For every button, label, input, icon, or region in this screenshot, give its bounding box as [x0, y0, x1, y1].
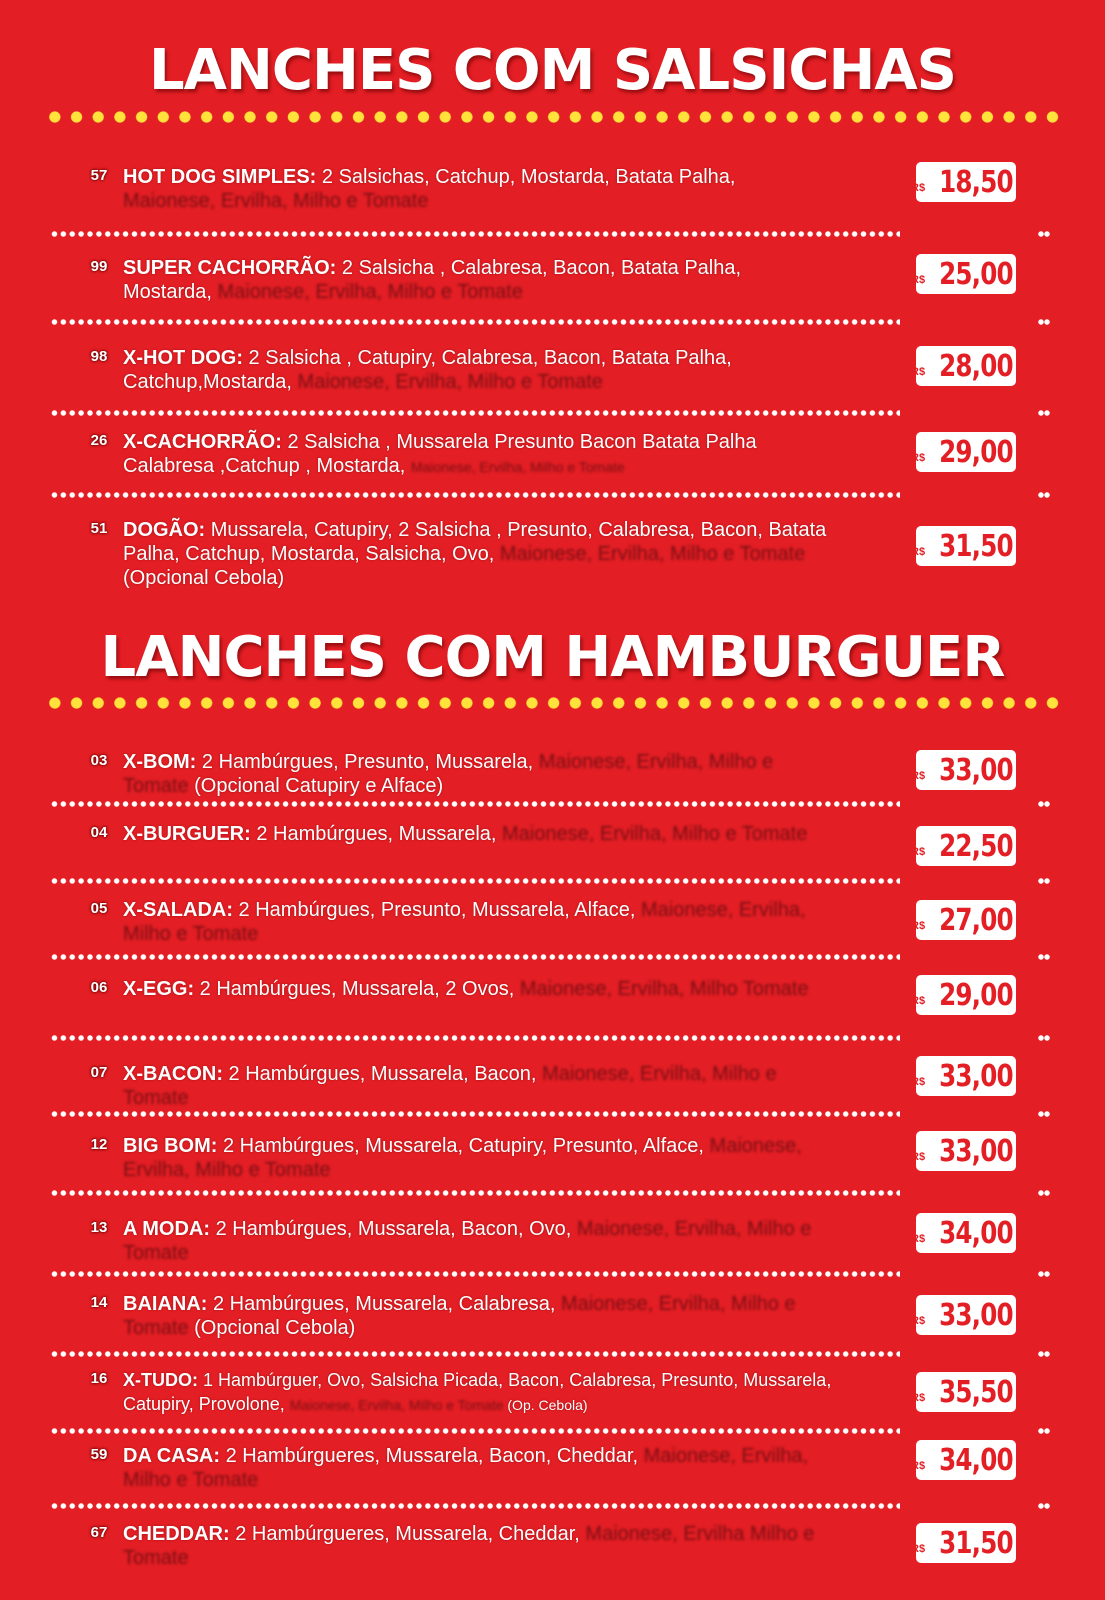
- item-hidden-ingredients: Maionese, Ervilha, Milho e Tomate: [123, 1135, 802, 1181]
- price-value: 27,00: [939, 902, 1013, 938]
- price-tag: [911, 432, 1016, 472]
- currency-symbol: R$: [911, 846, 926, 858]
- currency-symbol: R$: [911, 995, 926, 1007]
- item-hidden-ingredients: Maionese, Ervilha, Milho e Tomate: [123, 1445, 809, 1491]
- currency-symbol: R$: [911, 182, 926, 194]
- price-tag: [911, 1295, 1016, 1335]
- item-description: [123, 1444, 843, 1492]
- price-value: 25,00: [939, 256, 1013, 292]
- item-separator: [50, 1270, 900, 1278]
- item-description: [123, 1522, 863, 1570]
- currency-symbol: R$: [911, 1151, 926, 1163]
- item-ingredients: 2 Hambúrgues, Mussarela,: [250, 823, 497, 845]
- item-number: 67: [90, 1524, 108, 1541]
- item-separator: [50, 230, 900, 238]
- item-ingredients: 2 Hambúrgueres, Mussarela, Bacon, Cheddar,: [220, 1445, 639, 1467]
- item-hidden-ingredients: Maionese, Ervilha, Milho e Tomate: [217, 281, 523, 303]
- item-number: 05: [90, 900, 108, 917]
- item-description: [123, 430, 843, 479]
- item-ingredients: 2 Salsicha , Mussarela Presunto Bacon Batata Palha Calabresa ,Catchup , Mostarda,: [123, 431, 757, 477]
- price-tag: [911, 750, 1016, 790]
- item-number: 07: [90, 1064, 108, 1081]
- item-separator-end: [1038, 877, 1050, 885]
- currency-symbol: R$: [911, 366, 926, 378]
- price-tag: [911, 1372, 1016, 1412]
- item-hidden-ingredients: Maionese, Ervilha, Milho e Tomate: [123, 899, 806, 945]
- item-separator: [50, 491, 900, 499]
- item-separator-end: [1038, 1427, 1050, 1435]
- item-separator-end: [1038, 1502, 1050, 1510]
- price-value: 34,00: [939, 1215, 1013, 1251]
- section-title-salsichas: LANCHES COM SALSICHAS: [148, 38, 957, 103]
- section-title-hamburguer: LANCHES COM HAMBURGUER: [100, 625, 1005, 690]
- item-ingredients: 2 Hambúrgues, Mussarela, Calabresa,: [207, 1293, 556, 1315]
- price-tag: [911, 975, 1016, 1015]
- item-name: BAIANA:: [123, 1293, 208, 1315]
- item-description: [123, 518, 833, 590]
- item-number: 51: [90, 520, 108, 537]
- item-ingredients: 2 Hambúrgues, Mussarela, Catupiry, Presunto, Alface,: [217, 1135, 704, 1157]
- item-separator: [50, 1110, 900, 1118]
- item-separator: [50, 1189, 900, 1197]
- price-tag: [911, 900, 1016, 940]
- item-name: X-HOT DOG:: [123, 347, 243, 369]
- price-value: 29,00: [939, 977, 1013, 1013]
- price-value: 33,00: [939, 1133, 1013, 1169]
- item-hidden-ingredients: Maionese, Ervilha, Milho e Tomate: [289, 1397, 504, 1413]
- currency-symbol: R$: [911, 1543, 926, 1555]
- item-name: HOT DOG SIMPLES:: [123, 166, 317, 188]
- item-separator-end: [1038, 318, 1050, 326]
- item-number: 98: [90, 348, 108, 365]
- item-description: [123, 750, 823, 798]
- item-separator: [50, 409, 900, 417]
- item-separator: [50, 877, 900, 885]
- item-separator: [50, 953, 900, 961]
- item-separator-end: [1038, 230, 1050, 238]
- item-number: 26: [90, 432, 108, 449]
- item-separator-end: [1038, 1189, 1050, 1197]
- item-description: [123, 1134, 823, 1182]
- item-ingredients: 2 Hambúrgues, Presunto, Mussarela,: [196, 751, 534, 773]
- item-hidden-ingredients: Maionese, Ervilha, Milho e Tomate: [123, 1218, 812, 1264]
- item-hidden-ingredients: Maionese, Ervilha, Milho e Tomate: [297, 371, 603, 393]
- item-ingredients: 2 Salsicha , Calabresa, Bacon, Batata Palha, Mostarda,: [123, 257, 742, 303]
- item-number: 14: [90, 1294, 108, 1311]
- item-name: BIG BOM:: [123, 1135, 218, 1157]
- item-number: 04: [90, 824, 108, 841]
- item-number: 13: [90, 1219, 108, 1236]
- item-hidden-ingredients: Maionese, Ervilha, Milho e Tomate: [123, 190, 429, 212]
- item-separator-end: [1038, 953, 1050, 961]
- currency-symbol: R$: [911, 1233, 926, 1245]
- item-separator: [50, 1502, 900, 1510]
- price-tag: [911, 1523, 1016, 1563]
- item-separator-end: [1038, 409, 1050, 417]
- item-description: [123, 822, 863, 846]
- section-divider-dots: [44, 111, 1062, 123]
- price-tag: [911, 1213, 1016, 1253]
- item-number: 12: [90, 1136, 108, 1153]
- currency-symbol: R$: [911, 1392, 926, 1404]
- item-hidden-ingredients: Maionese, Ervilha, Milho Tomate: [519, 978, 809, 1000]
- item-name: X-TUDO:: [123, 1370, 198, 1390]
- price-tag: [911, 526, 1016, 566]
- item-hidden-ingredients: Maionese, Ervilha, Milho e Tomate: [123, 751, 774, 797]
- price-value: 34,00: [939, 1442, 1013, 1478]
- item-hidden-ingredients: Maionese, Ervilha Milho e Tomate: [123, 1523, 815, 1569]
- price-value: 31,50: [939, 528, 1013, 564]
- item-separator: [50, 800, 900, 808]
- currency-symbol: R$: [911, 452, 926, 464]
- price-value: 33,00: [939, 752, 1013, 788]
- price-value: 18,50: [939, 164, 1013, 200]
- currency-symbol: R$: [911, 1460, 926, 1472]
- item-description: [123, 346, 813, 394]
- price-tag: [911, 1440, 1016, 1480]
- item-number: 59: [90, 1446, 108, 1463]
- price-tag: [911, 1056, 1016, 1096]
- item-hidden-ingredients: Maionese, Ervilha, Milho e Tomate: [410, 459, 625, 475]
- item-name: X-SALADA:: [123, 899, 233, 921]
- price-value: 29,00: [939, 434, 1013, 470]
- item-ingredients: 1 Hambúrguer, Ovo, Salsicha Picada, Bacon, Calabresa, Presunto, Mussarela, Catupiry, Provolone,: [123, 1370, 832, 1414]
- item-name: X-BOM:: [123, 751, 197, 773]
- item-name: DA CASA:: [123, 1445, 221, 1467]
- item-separator-end: [1038, 1034, 1050, 1042]
- price-value: 33,00: [939, 1297, 1013, 1333]
- item-name: A MODA:: [123, 1218, 211, 1240]
- item-number: 57: [90, 167, 108, 184]
- item-name: SUPER CACHORRÃO:: [123, 257, 337, 279]
- item-description: [123, 977, 863, 1001]
- item-ingredients: 2 Hambúrgueres, Mussarela, Cheddar,: [229, 1523, 580, 1545]
- price-value: 33,00: [939, 1058, 1013, 1094]
- item-description: [123, 898, 843, 946]
- item-name: X-BACON:: [123, 1063, 223, 1085]
- price-value: 31,50: [939, 1525, 1013, 1561]
- currency-symbol: R$: [911, 770, 926, 782]
- price-value: 28,00: [939, 348, 1013, 384]
- price-tag: [911, 826, 1016, 866]
- item-ingredients: Mussarela, Catupiry, 2 Salsicha , Presunto, Calabresa, Bacon, Batata Palha, Catchup, Mostarda, Salsicha, Ovo,: [123, 519, 827, 565]
- item-description: [123, 165, 853, 213]
- currency-symbol: R$: [911, 546, 926, 558]
- item-extra: (Opcional Cebola): [188, 1317, 356, 1339]
- item-separator: [50, 318, 900, 326]
- item-separator: [50, 1427, 900, 1435]
- item-separator-end: [1038, 1350, 1050, 1358]
- item-description: [123, 1292, 843, 1340]
- currency-symbol: R$: [911, 274, 926, 286]
- price-value: 22,50: [939, 828, 1013, 864]
- item-extra: (Opcional Catupiry e Alface): [188, 775, 444, 797]
- item-name: X-EGG:: [123, 978, 195, 1000]
- item-name: X-BURGUER:: [123, 823, 251, 845]
- item-ingredients: 2 Hambúrgues, Mussarela, Bacon, Ovo,: [210, 1218, 572, 1240]
- item-description: [123, 1368, 868, 1417]
- item-hidden-ingredients: Maionese, Ervilha, Milho e Tomate: [123, 1293, 796, 1339]
- item-separator-end: [1038, 491, 1050, 499]
- item-name: DOGÃO:: [123, 519, 206, 541]
- currency-symbol: R$: [911, 1076, 926, 1088]
- currency-symbol: R$: [911, 920, 926, 932]
- price-tag: [911, 1131, 1016, 1171]
- price-tag: [911, 162, 1016, 202]
- item-description: [123, 1062, 823, 1110]
- section-divider-dots: [44, 697, 1062, 709]
- item-name: X-CACHORRÃO:: [123, 431, 282, 453]
- price-tag: [911, 254, 1016, 294]
- item-number: 03: [90, 752, 108, 769]
- item-separator-end: [1038, 800, 1050, 808]
- item-hidden-ingredients: Maionese, Ervilha, Milho e Tomate: [499, 543, 806, 565]
- item-ingredients: 2 Hambúrgues, Mussarela, Bacon,: [223, 1063, 537, 1085]
- item-hidden-ingredients: Maionese, Ervilha, Milho e Tomate: [502, 823, 808, 845]
- item-description: [123, 256, 803, 304]
- item-ingredients: 2 Salsicha , Catupiry, Calabresa, Bacon, Batata Palha, Catchup,Mostarda,: [123, 347, 732, 393]
- item-separator: [50, 1034, 900, 1042]
- currency-symbol: R$: [911, 1315, 926, 1327]
- price-value: 35,50: [939, 1374, 1013, 1410]
- item-separator-end: [1038, 1270, 1050, 1278]
- item-extra: (Op. Cebola): [503, 1397, 588, 1413]
- item-ingredients: 2 Hambúrgues, Presunto, Mussarela, Alface,: [233, 899, 636, 921]
- item-hidden-ingredients: Maionese, Ervilha, Milho e Tomate: [123, 1063, 777, 1109]
- item-name: CHEDDAR:: [123, 1523, 230, 1545]
- item-number: 99: [90, 258, 108, 275]
- item-number: 06: [90, 979, 108, 996]
- item-ingredients: 2 Salsichas, Catchup, Mostarda, Batata Palha,: [316, 166, 736, 188]
- price-tag: [911, 346, 1016, 386]
- item-ingredients: 2 Hambúrgues, Mussarela, 2 Ovos,: [194, 978, 515, 1000]
- item-extra: (Opcional Cebola): [123, 567, 285, 589]
- item-separator: [50, 1350, 900, 1358]
- item-number: 16: [90, 1370, 108, 1387]
- item-description: [123, 1217, 863, 1265]
- item-separator-end: [1038, 1110, 1050, 1118]
